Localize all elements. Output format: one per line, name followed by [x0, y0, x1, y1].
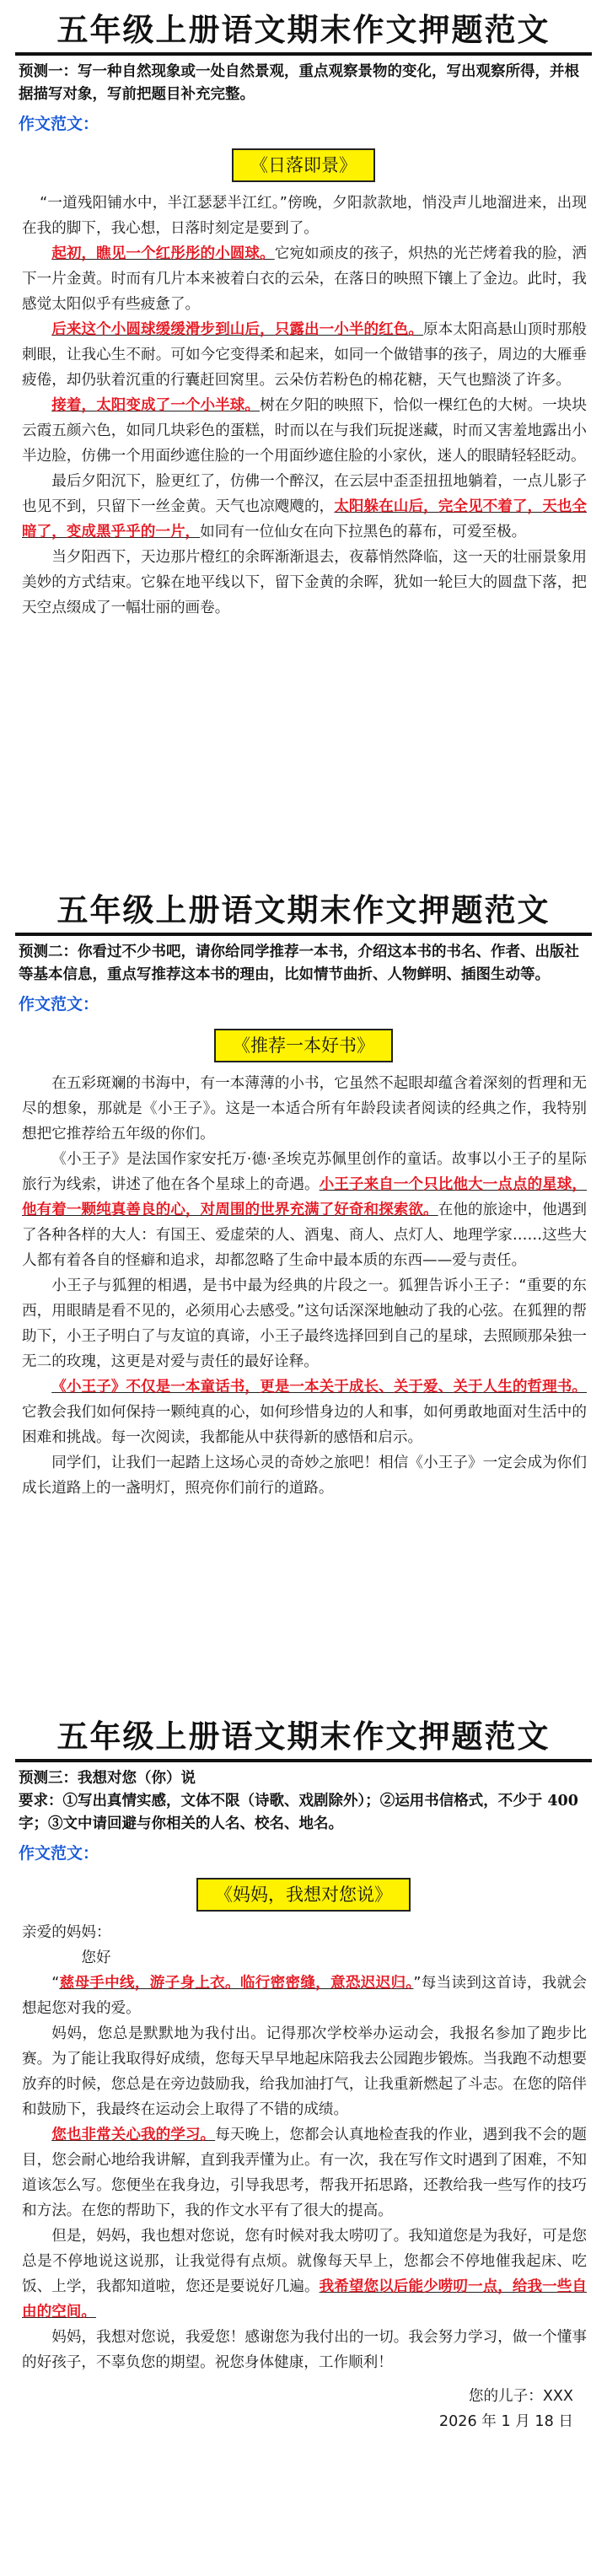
- paragraph: 《小王子》不仅是一本童话书，更是一本关于成长、关于爱、关于人生的哲理书。它教会我们如何保持一颗纯真的心，如何珍惜身边的人和事，如何勇敢地面对生活中的困难和挑战。每一次阅读，我都能从中获得新的感悟和启示。: [22, 1379, 587, 1446]
- paragraph: 接着，太阳变成了一个小半球。树在夕阳的映照下，恰似一棵红色的大树。一块块云霞五颜六色，如同几块彩色的蛋糕，时而以在与我们玩捉迷藏，时而又害羞地露出小半边脸，仿佛一个用面纱遮住脸的一个用面纱遮住脸的小家伙，迷人的眼睛轻轻眨动。: [22, 397, 587, 465]
- prompt-text: 预测一：写一种自然现象或一处自然景观，重点观察景物的变化，写出观察所得，并根据描写对象，写前把题目补充完整。: [19, 63, 579, 103]
- highlight-sentence: 您也非常关心我的学习。: [51, 2127, 216, 2143]
- title-rule: [15, 52, 592, 56]
- sample-label: 作文范文：: [19, 115, 99, 133]
- paragraph: 同学们，让我们一起踏上这场心灵的奇妙之旅吧！相信《小王子》一定会成为你们成长道路上的一盏明灯，照亮你们前行的道路。: [22, 1455, 587, 1497]
- essay-heading: 《推荐一本好书》: [214, 1029, 393, 1062]
- section-title: 五年级上册语文期末作文押题范文: [56, 1718, 551, 1755]
- prompt-text: 预测二：你看过不少书吧，请你给同学推荐一本书，介绍这本书的书名、作者、出版社等基本信息，重点写推荐这本书的理由，比如情节曲折、人物鲜明、插图生动等。: [19, 944, 579, 983]
- paragraph: 最后夕阳沉下，脸更红了，仿佛一个醉汉，在云层中歪歪扭扭地躺着，一点儿影子也见不到，只留下一丝金黄。天气也凉飕飕的，太阳躲在山后，完全见不着了，天也全暗了，变成黑乎乎的一片，如同有一位仙女在向下拉黑色的幕布，可爱至极。: [22, 473, 587, 540]
- letter-greeting: 亲爱的妈妈：: [22, 1924, 111, 1941]
- letter-body: [22, 1920, 587, 2375]
- paragraph: 小王子与狐狸的相遇，是书中最为经典的片段之一。狐狸告诉小王子：“重要的东西，用眼睛是看不见的，必须用心去感受。”这句话深深地触动了我的心弦。在狐狸的帮助下，小王子明白了与友谊的真谛，小王子最终选择回到自己的星球，去照顾那朵独一无二的玫瑰，这更是对爱与责任的最好诠释。: [22, 1277, 587, 1370]
- sample-label: 作文范文：: [19, 1844, 99, 1863]
- essay-section-2: [0, 887, 607, 1501]
- highlight-sentence: 接着，太阳变成了一个小半球。: [51, 397, 261, 414]
- highlight-sentence: 起初，瞧见一个红彤彤的小圆球。: [51, 245, 275, 262]
- paragraph: 起初，瞧见一个红彤彤的小圆球。它宛如顽皮的孩子，炽热的光芒烤着我的脸，洒下一片金黄。时而有几片本来被着白衣的云朵，在落日的映照下镶上了金边。此时，我感觉太阳似乎有些疲惫了。: [22, 245, 587, 313]
- paragraph: “慈母手中线，游子身上衣。临行密密缝，意恐迟迟归。”每当读到这首诗，我就会想起您对我的爱。: [22, 1975, 587, 2017]
- title-rule: [15, 933, 592, 936]
- paragraph: 当夕阳西下，天边那片橙红的余晖渐渐退去，夜幕悄然降临，这一天的壮丽景象用美妙的方式结束。它躲在地平线以下，留下金黄的余晖，犹如一轮巨大的圆盘下落，把天空点缀成了一幅壮丽的画卷。: [22, 549, 587, 616]
- essay-body: [22, 191, 587, 621]
- prompt-text: 预测三：我想对您（你）说 要求：①写出真情实感，文体不限（诗歌、戏剧除外）；②运用书信格式，不少于 400 字；③文中请回避与你相关的人名、校名、地名。: [19, 1770, 578, 1832]
- essay-heading: 《妈妈，我想对您说》: [196, 1878, 411, 1912]
- highlight-sentence: 《小王子》不仅是一本童话书，更是一本关于成长、关于爱、关于人生的哲理书。: [51, 1379, 587, 1396]
- paragraph: 但是，妈妈，我也想对您说，您有时候对我太唠叨了。我知道您是为我好，可是您总是不停地说这说那，让我觉得有点烦。就像每天早上，您都会不停地催我起床、吃饭、上学，我都知道啦，您还是要说好几遍。我希望您以后能少唠叨一点，给我一些自由的空间。: [22, 2228, 587, 2321]
- title-rule: [15, 1759, 592, 1762]
- paragraph: 您也非常关心我的学习。每天晚上，您都会认真地检查我的作业，遇到我不会的题目，您会耐心地给我讲解，直到我弄懂为止。有一次，我在写作文时遇到了困难，不知道该怎么写。您便坐在我身边，引导我思考，帮我开拓思路，还教给我一些写作的技巧和方法。在您的帮助下，我的作文水平有了很大的提高。: [22, 2127, 587, 2219]
- paragraph: 妈妈，我想对您说，我爱您！感谢您为我付出的一切。我会努力学习，做一个懂事的好孩子，不辜负您的期望。祝您身体健康，工作顺利！: [22, 2329, 587, 2371]
- paragraph: 后来这个小圆球缓缓滑步到山后，只露出一小半的红色。原本太阳高悬山顶时那般刺眼，让我心生不耐。可如今它变得柔和起来，如同一个做错事的孩子，周边的大雁垂疲倦，却仍驮着沉重的行囊赶回窝里。云朵仿若粉色的棉花糖，天气也黯淡了许多。: [22, 321, 587, 389]
- essay-section-3: [0, 1713, 607, 2434]
- paragraph: 妈妈，您总是默默地为我付出。记得那次学校举办运动会，我报名参加了跑步比赛。为了能让我取得好成绩，您每天早早地起床陪我去公园跑步锻炼。当我跑不动想要放弃的时候，您总是在旁边鼓励我，给我加油打气，让我重新燃起了斗志。在您的陪伴和鼓励下，我最终在运动会上取得了不错的成绩。: [22, 2025, 587, 2118]
- highlight-sentence: 太阳躲在山后，完全见不着了，天也全暗了，变成黑乎乎的一片，: [22, 498, 587, 540]
- signature: 您的儿子：XXX: [468, 2388, 573, 2405]
- highlight-sentence: 小王子来自一个只比他大一点点的星球，他有着一颗纯真善良的心，对周围的世界充满了好奇和探索欲。: [22, 1176, 587, 1218]
- date: 2026 年 1 月 18 日: [438, 2413, 573, 2430]
- essay-section-1: [0, 0, 607, 621]
- essay-body: [22, 1071, 587, 1501]
- paragraph: 在五彩斑斓的书海中，有一本薄薄的小书，它虽然不起眼却蕴含着深刻的哲理和无尽的想象，那就是《小王子》。这是一本适合所有年龄段读者阅读的经典之作，我特别想把它推荐给五年级的你们。: [22, 1075, 587, 1143]
- section-title: 五年级上册语文期末作文押题范文: [56, 11, 551, 48]
- section-title: 五年级上册语文期末作文押题范文: [56, 891, 551, 928]
- sample-label: 作文范文：: [19, 995, 99, 1014]
- highlight-sentence: 慈母手中线，游子身上衣。临行密密缝，意恐迟迟归。: [59, 1975, 414, 1992]
- essay-heading: 《日落即景》: [232, 148, 375, 182]
- paragraph: “一道残阳铺水中，半江瑟瑟半江红。”傍晚，夕阳款款地，悄没声儿地溜进来，出现在我的脚下，我心想，日落时刻定是要到了。: [22, 195, 587, 237]
- highlight-sentence: 我希望您以后能少唠叨一点，给我一些自由的空间。: [22, 2278, 587, 2321]
- letter-hello: 您好: [81, 1949, 111, 1966]
- paragraph: 《小王子》是法国作家安托万·德·圣埃克苏佩里创作的童话。故事以小王子的星际旅行为线索，讲述了他在各个星球上的奇遇。小王子来自一个只比他大一点点的星球，他有着一颗纯真善良的心，对周围的世界充满了好奇和探索欲。在他的旅途中，他遇到了各种各样的大人：有国王、爱虚荣的人、酒鬼、商人、点灯人、地理学家……这些大人都有着各自的怪癖和追求，却都忽略了生命中最本质的东西——爱与责任。: [22, 1151, 587, 1269]
- highlight-sentence: 后来这个小圆球缓缓滑步到山后，只露出一小半的红色。: [51, 321, 424, 338]
